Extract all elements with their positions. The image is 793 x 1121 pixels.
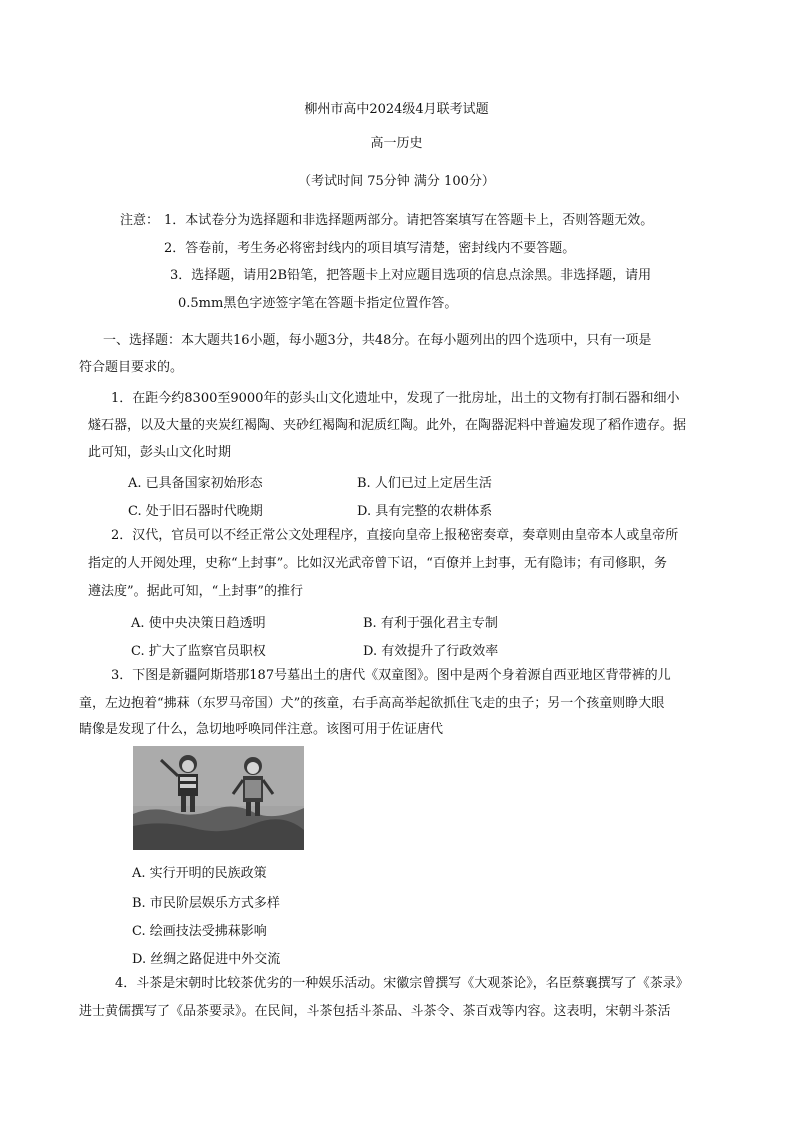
- q2-stem-line1: 2．汉代，官员可以不经正常公文处理程序，直接向皇帝上报秘密奏章，奏章则由皇帝本人或皇帝所: [111, 528, 679, 543]
- q1-option-d: D. 具有完整的农耕体系: [357, 504, 493, 519]
- notes-label: 注意：: [120, 213, 160, 228]
- section-heading-line1: 一、选择题：本大题共16小题，每小题3分，共48分。在每小题列出的四个选项中，只有一项是: [103, 333, 652, 348]
- q1-option-b: B. 人们已过上定居生活: [357, 476, 492, 491]
- q3-option-d: D. 丝绸之路促进中外交流: [132, 952, 281, 967]
- q1-stem-line3: 此可知，彭头山文化时期: [88, 445, 232, 460]
- subject-title: 高一历史: [370, 136, 423, 151]
- exam-info: （考试时间 75分钟 满分 100分）: [298, 174, 495, 189]
- q4-stem-line2: 进士黄儒撰写了《品茶要录》。在民间，斗茶包括斗茶品、斗茶令、茶百戏等内容。这表明，宋朝斗茶活: [79, 1004, 671, 1019]
- q3-option-a: A. 实行开明的民族政策: [132, 866, 267, 881]
- q4-stem-line1: 4．斗茶是宋朝时比较茶优劣的一种娱乐活动。宋徽宗曾撰写《大观茶论》，名臣蔡襄撰写了《茶录》: [115, 976, 689, 991]
- painting-drawing: [133, 746, 304, 850]
- q1-option-a: A. 已具备国家初始形态: [128, 476, 263, 491]
- q1-option-c: C. 处于旧石器时代晚期: [128, 504, 263, 519]
- q2-option-d: D. 有效提升了行政效率: [363, 644, 499, 659]
- note-3-line1: 3．选择题，请用2B铅笔，把答题卡上对应题目选项的信息点涂黑。非选择题，请用: [170, 268, 652, 283]
- q3-stem-line1: 3．下图是新疆阿斯塔那187号墓出土的唐代《双童图》。图中是两个身着源自西亚地区背带裤的儿: [111, 668, 671, 683]
- q2-stem-line3: 遵法度”。据此可知，“上封事”的推行: [88, 584, 303, 599]
- q3-stem-line2: 童，左边抱着“拂菻（东罗马帝国）犬”的孩童，右手高高举起欲抓住飞走的虫子；另一个孩童则睁大眼: [79, 696, 665, 711]
- q3-option-c: C. 绘画技法受拂菻影响: [132, 924, 267, 939]
- q2-option-b: B. 有利于强化君主专制: [363, 616, 498, 631]
- note-2: 2．答卷前，考生务必将密封线内的项目填写清楚，密封线内不要答题。: [164, 241, 576, 256]
- q2-stem-line2: 指定的人开阅处理，史称“上封事”。比如汉光武帝曾下诏，“百僚并上封事，无有隐讳；有司修职，务: [88, 556, 667, 571]
- q3-option-b: B. 市民阶层娱乐方式多样: [132, 896, 280, 911]
- section-heading-line2: 符合题目要求的。: [79, 360, 184, 375]
- q1-stem-line1: 1．在距今约8300至9000年的彭头山文化遗址中，发现了一批房址，出土的文物有打制石器和细小: [111, 391, 680, 406]
- two-children-painting-image: [133, 746, 304, 850]
- q1-stem-line2: 燧石器，以及大量的夹炭红褐陶、夹砂红褐陶和泥质红陶。此外，在陶器泥料中普遍发现了稻作遗存。据: [88, 418, 687, 433]
- q2-option-a: A. 使中央决策日趋透明: [131, 616, 266, 631]
- note-3-line2: 0.5mm黑色字迹签字笔在答题卡指定位置作答。: [178, 296, 458, 311]
- q3-stem-line3: 睛像是发现了什么，急切地呼唤同伴注意。该图可用于佐证唐代: [79, 722, 444, 737]
- note-1: 1．本试卷分为选择题和非选择题两部分。请把答案填写在答题卡上，否则答题无效。: [164, 213, 654, 228]
- q2-option-c: C. 扩大了监察官员职权: [131, 644, 266, 659]
- exam-title: 柳州市高中2024级4月联考试题: [304, 102, 489, 117]
